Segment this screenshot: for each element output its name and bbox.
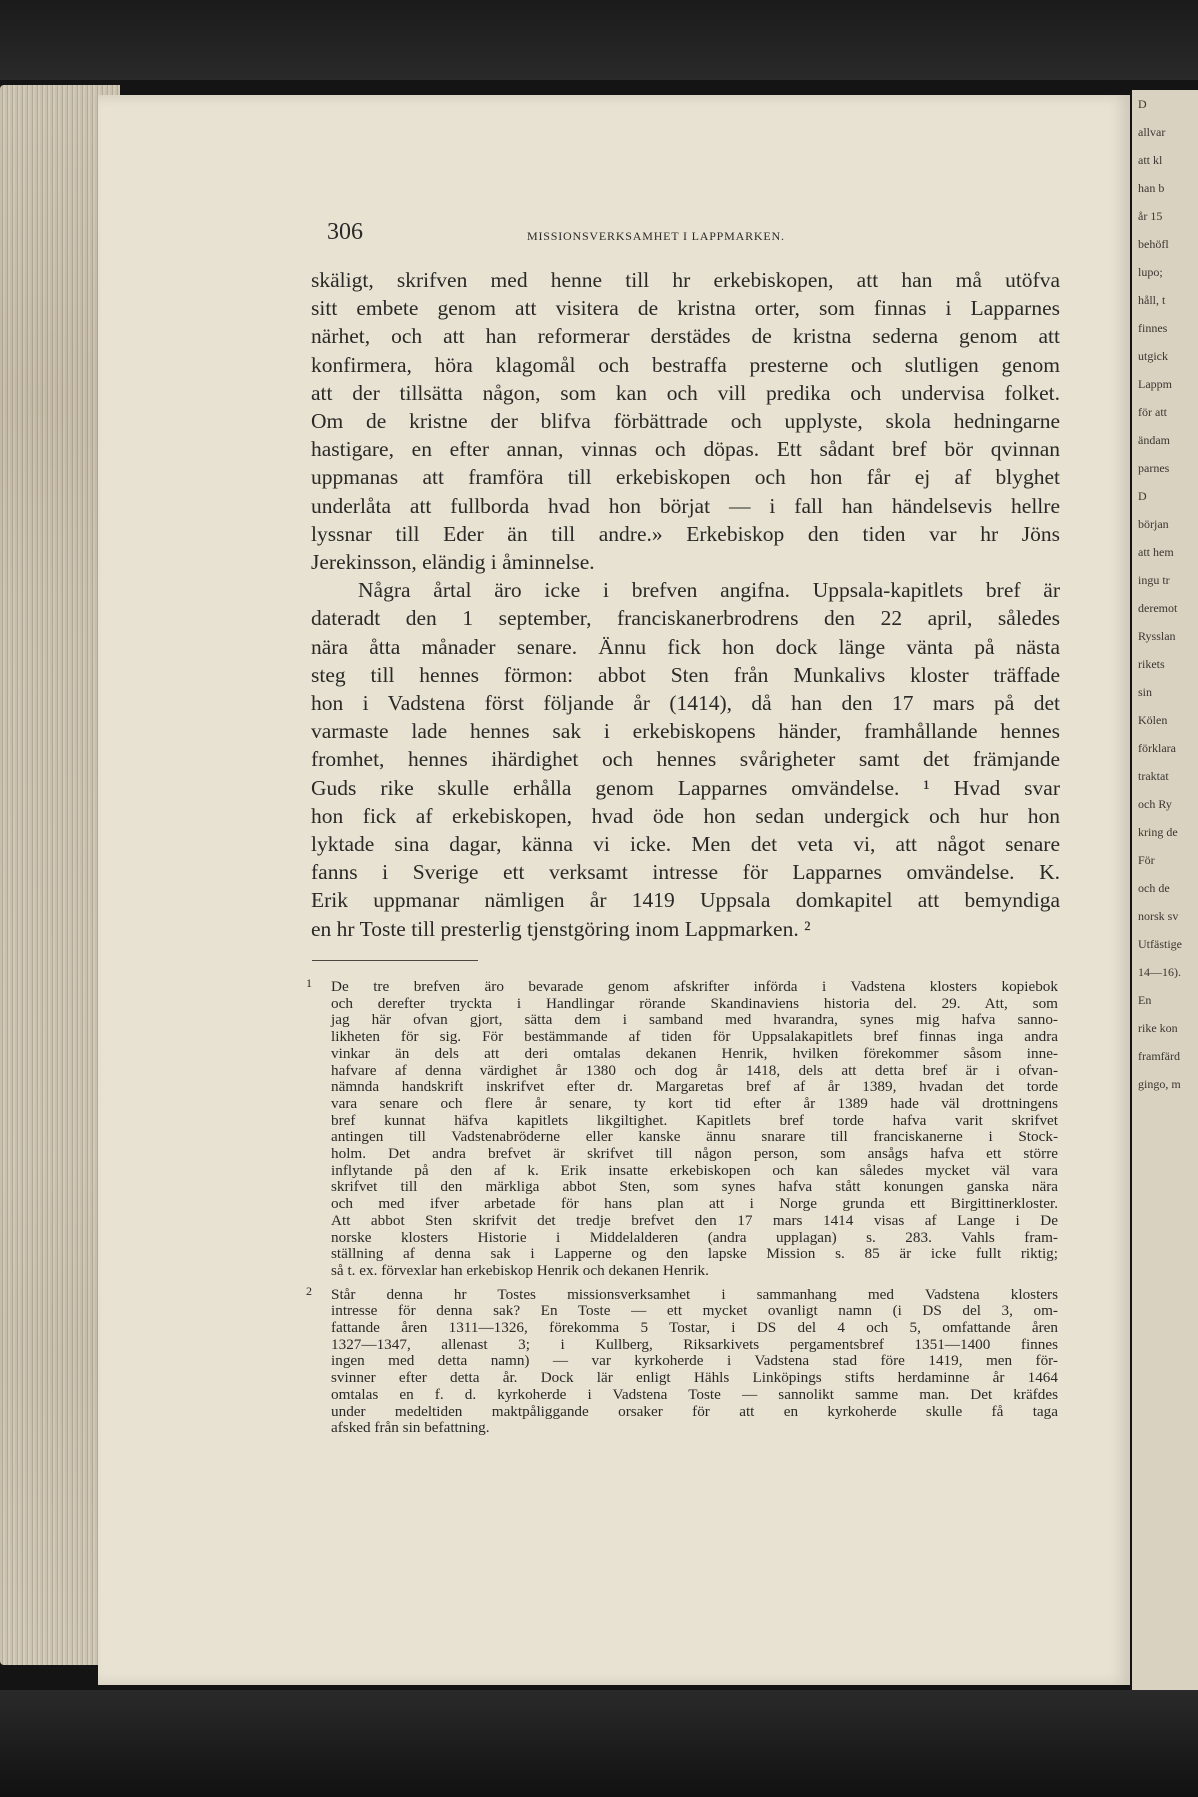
adjacent-fragment: gingo, m	[1138, 1077, 1181, 1091]
footnote-line: likheten för sig. För bestämmande af tiden för Uppsalakapitlets bref finnas inga andra	[331, 1028, 1058, 1046]
page-header	[327, 219, 987, 255]
text-line: Guds rike skulle erhålla genom Lapparnes omvändelse. ¹ Hvad svar	[311, 775, 1060, 800]
adjacent-fragment: han b	[1138, 181, 1165, 195]
text-line: konfirmera, höra klagomål och bestraffa presterne och slutligen genom	[311, 352, 1060, 377]
adjacent-fragment: finnes	[1138, 321, 1168, 335]
adjacent-fragment: början	[1138, 517, 1169, 531]
text-line: hon i Vadstena först följande år (1414), då han den 17 mars på det	[311, 691, 1060, 716]
adjacent-fragment: traktat	[1138, 769, 1169, 783]
footnote-line: under medeltiden maktpåliggande orsaker för att en kyrkoherde skulle få taga	[331, 1402, 1058, 1420]
adjacent-fragment: Kölen	[1138, 713, 1168, 727]
footnote-line: ställning af denna sak i Lapperne og den lapske Mission s. 85 är icke fullt riktig;	[331, 1245, 1058, 1263]
footnote-line: 1327—1347, allenast 3; i Kullberg, Riksarkivets pergamentsbref 1351—1400 finnes	[331, 1335, 1058, 1353]
text-line: Några årtal äro icke i brefven angifna. Uppsala-kapitlets bref är	[358, 578, 1060, 603]
adjacent-fragment: rikets	[1138, 657, 1165, 671]
page-number: 306	[327, 219, 363, 245]
adjacent-fragment: att kl	[1138, 153, 1163, 167]
adjacent-fragment: år 15	[1138, 209, 1163, 223]
text-line: att der tillsätta någon, som kan och vill predika och undervisa folket.	[311, 380, 1060, 405]
footnote-line: vara senare och flere år senare, ty kort tid efter år 1389 hade väl drottningens	[331, 1094, 1058, 1112]
text-line: steg till hennes förmon: abbot Sten från Munkalivs kloster träffade	[311, 662, 1060, 687]
adjacent-fragment: D	[1138, 489, 1147, 503]
adjacent-fragment: allvar	[1138, 125, 1166, 139]
adjacent-fragment: att hem	[1138, 545, 1174, 559]
text-line: en hr Toste till presterlig tjenstgöring inom Lappmarken. ²	[311, 916, 811, 941]
adjacent-fragment: En	[1138, 993, 1152, 1007]
text-line: Erik uppmanar nämligen år 1419 Uppsala domkapitel att bemyndiga	[311, 888, 1060, 913]
footnote-line: Att abbot Sten skrifvit det tredje brefvet den 17 mars 1414 visas af Lange i De	[331, 1211, 1058, 1229]
footnote-line: vinkar än dels att deri omtalas dekanen Henrik, hvilken förekommer såsom inne-	[331, 1044, 1058, 1062]
footnote	[306, 1283, 1058, 1437]
text-line: Jerekinsson, eländig i åminnelse.	[311, 550, 595, 575]
text-line: hastigare, en efter annan, vinnas och döpas. Ett sådant bref bör qvinnan	[311, 437, 1060, 462]
adjacent-fragment: framfärd	[1138, 1049, 1180, 1063]
adjacent-fragment: ändam	[1138, 433, 1170, 447]
text-line: dateradt den 1 september, franciskanerbrodrens den 22 april, således	[311, 606, 1060, 631]
adjacent-fragment: för att	[1138, 405, 1167, 419]
footnote-line: bref kunnat häfva kapitlets likgiltighet. Kapitlets bref torde hafva varit skrifvet	[331, 1111, 1058, 1129]
footnote-line: nämnda handskrift inskrifvet efter dr. Margaretas bref af år 1389, hvadan det torde	[331, 1078, 1058, 1096]
footnote-line: De tre brefven äro bevarade genom afskrifter införda i Vadstena klosters kopiebok	[331, 978, 1058, 995]
adjacent-page	[1132, 90, 1198, 1710]
adjacent-fragment: sin	[1138, 685, 1153, 699]
text-line: fanns i Sverige ett verksamt intresse för Lapparnes omvändelse. K.	[311, 860, 1060, 885]
adjacent-fragment: utgick	[1138, 349, 1168, 363]
running-title: MISSIONSVERKSAMHET I LAPPMARKEN.	[527, 229, 785, 243]
adjacent-fragment: norsk sv	[1138, 909, 1179, 923]
text-line: varmaste lade hennes sak i erkebiskopens händer, framhållande hennes	[311, 719, 1060, 744]
text-line: skäligt, skrifven med henne till hr erkebiskopen, att han må utöfva	[311, 268, 1060, 292]
background-bottom	[0, 1690, 1198, 1797]
footnote-mark: 2	[306, 1283, 312, 1298]
adjacent-fragment: 14—16).	[1138, 965, 1181, 979]
adjacent-fragment: Lappm	[1138, 377, 1172, 391]
footnote-line: Står denna hr Tostes missionsverksamhet i sammanhang med Vadstena klosters	[331, 1285, 1058, 1303]
footnote-line: inflytande på den af k. Erik insatte erkebiskopen och kan således mycket väl vara	[331, 1161, 1058, 1179]
footnote-line: jag här ofvan gjort, sätta dem i samband med hvarandra, synes mig hafva sanno-	[331, 1011, 1058, 1029]
footnote-divider	[312, 960, 478, 961]
adjacent-fragment: ingu tr	[1138, 573, 1170, 587]
text-line: hon fick af erkebiskopen, hvad öde hon sedan undergick och hur hon	[311, 803, 1060, 828]
footnote-line: holm. Det andra brefvet är skrifvet till någon person, som ansågs hafva ett större	[331, 1145, 1058, 1163]
adjacent-fragment: förklara	[1138, 741, 1176, 755]
footnote-line: hafvare af denna värdighet år 1380 och dog år 1418, dels att detta bref är i ofvan-	[331, 1061, 1058, 1079]
footnote-line: skrifvet till den märkliga abbot Sten, som synes hafva stått konungen ganska nära	[331, 1178, 1058, 1196]
footnote-line: svinner efter detta år. Dock lär enligt Hähls Linköpings stifts herdaminne år 1464	[331, 1369, 1058, 1387]
footnote-line: antingen till Vadstenabröderne eller kanske ännu snarare till franciskanerne i Stock-	[331, 1128, 1058, 1146]
text-line: lyssnar till Eder än till andre.» Erkebiskop den tiden var hr Jöns	[311, 521, 1060, 546]
footnote	[306, 975, 1058, 1280]
adjacent-fragment: parnes	[1138, 461, 1170, 475]
text-line: Om de kristne der blifva förbättrade och upplyste, skola hedningarne	[311, 409, 1060, 434]
text-line: underlåta att fullborda hvad hon börjat — i fall han händelsevis hellre	[311, 493, 1060, 518]
footnote-mark: 1	[306, 976, 312, 990]
footnote-line: och derefter tryckta i Handlingar rörande Skandinaviens historia del. 29. Att, som	[331, 994, 1058, 1012]
text-line: uppmanas att framföra till erkebiskopen och hon får ej af blyghet	[311, 465, 1060, 490]
footnote-line: och med ifver arbetade för hans plan att i Norge grunda ett Birgittinerkloster.	[331, 1195, 1058, 1213]
adjacent-fragment: För	[1138, 853, 1155, 867]
footnote-line: intresse för denna sak? En Toste — ett mycket ovanligt namn (i DS del 3, om-	[331, 1302, 1058, 1320]
main-text	[311, 266, 1060, 943]
footnote-line: fattande åren 1311—1326, förekomma 5 Tostar, i DS del 4 och 5, omfattande åren	[331, 1319, 1058, 1337]
adjacent-fragment: håll, t	[1138, 293, 1166, 307]
adjacent-fragment: D	[1138, 97, 1147, 111]
background-top	[0, 0, 1198, 80]
text-line: sitt embete genom att visitera de kristna orter, som finnas i Lapparnes	[311, 296, 1060, 321]
text-line: lyktade sina dagar, känna vi icke. Men det veta vi, att något senare	[311, 832, 1060, 857]
footnotes	[306, 975, 1058, 1440]
adjacent-fragment: kring de	[1138, 825, 1178, 839]
adjacent-fragment: Rysslan	[1138, 629, 1176, 643]
text-line: fromhet, hennes ihärdighet och hennes svårigheter samt det främjande	[311, 747, 1060, 772]
adjacent-fragment: rike kon	[1138, 1021, 1178, 1035]
footnote-line: norske klosters Historie i Middelalderen (andra upplagan) s. 283. Vahls fram-	[331, 1228, 1058, 1246]
adjacent-page-fragments	[1132, 90, 1198, 1098]
adjacent-fragment: behöfl	[1138, 237, 1169, 251]
adjacent-fragment: deremot	[1138, 601, 1178, 615]
adjacent-fragment: Utfästige	[1138, 937, 1182, 951]
text-line: nära åtta månader senare. Ännu fick hon dock länge vänta på nästa	[311, 634, 1060, 659]
footnote-line: afsked från sin befattning.	[331, 1419, 490, 1437]
adjacent-fragment: lupo;	[1138, 265, 1163, 279]
footnote-line: ingen med detta namn) — var kyrkoherde i Vadstena stad före 1419, men för-	[331, 1352, 1058, 1370]
footnote-line: så t. ex. förvexlar han erkebiskop Henrik och dekanen Henrik.	[331, 1261, 709, 1279]
footnote-first-line	[306, 1283, 1058, 1304]
adjacent-fragment: och de	[1138, 881, 1170, 895]
adjacent-fragment: och Ry	[1138, 797, 1172, 811]
footnote-line: omtalas en f. d. kyrkoherde i Vadstena Toste — sannolikt samme man. Det kräfdes	[331, 1385, 1058, 1403]
footnote-first-line	[306, 975, 1058, 996]
text-line: närhet, och att han reformerar derstädes de kristna sederna genom att	[311, 324, 1060, 349]
